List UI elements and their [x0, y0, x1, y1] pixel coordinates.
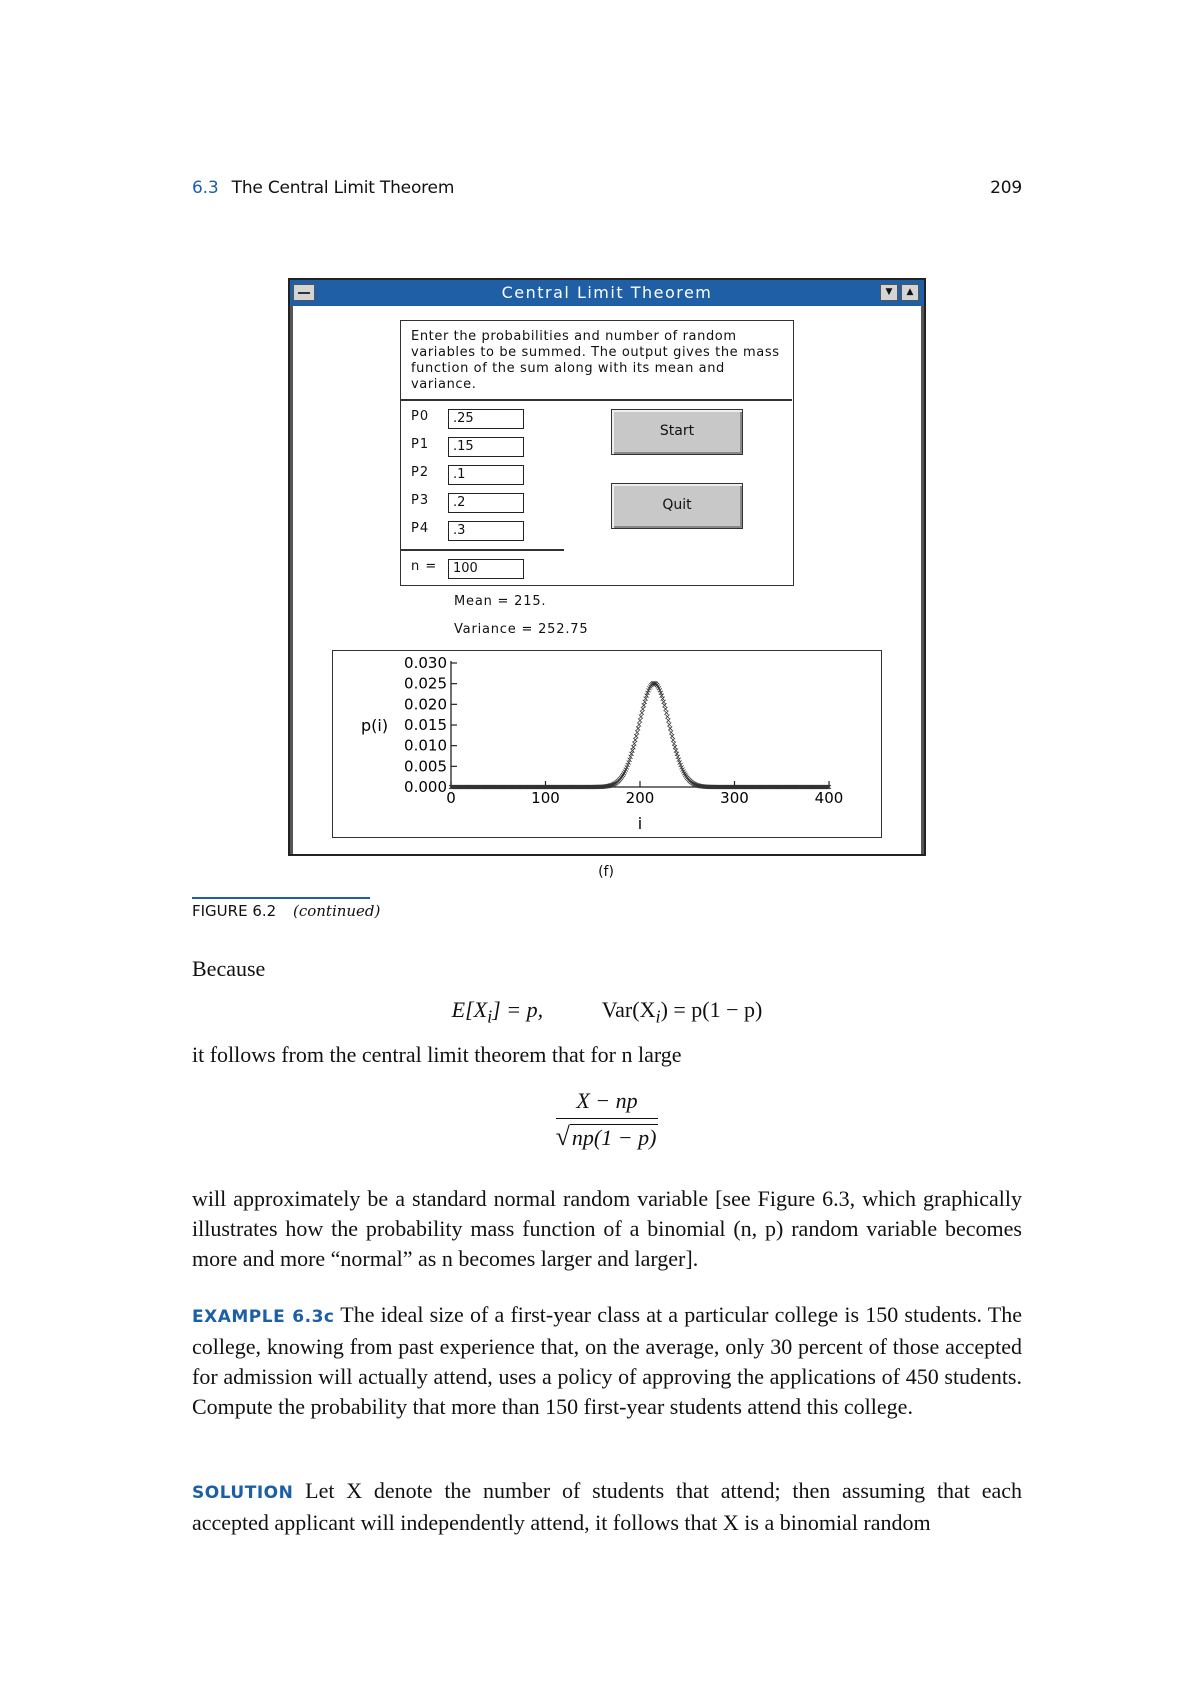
p4-label: P4 [411, 521, 430, 536]
n-label: n = [411, 559, 438, 574]
because-text: Because [192, 956, 266, 981]
eq-sub: i [487, 1006, 493, 1027]
figure-rule [192, 897, 370, 899]
x-tick-label: 300 [720, 789, 749, 807]
data-point [641, 707, 645, 711]
solution-label: SOLUTION [192, 1483, 294, 1503]
y-tick-label: 0.010 [404, 736, 447, 755]
frac-numerator: X − np [576, 1088, 638, 1113]
p0-label: P0 [411, 409, 430, 424]
pmf-chart [333, 651, 881, 837]
data-point [643, 700, 647, 704]
data-point [637, 722, 641, 726]
window-frame-right [921, 306, 924, 854]
example-text: The ideal size of a first-year class at a particular college is 150 students. The college, knowing from past experience that, on the average, only 30 percent of those accepted for admission will actually attend, uses a policy of approving the applications of 450 students. Compute the probability that more than 150 first-year students attend this college. [192, 1302, 1023, 1419]
start-button[interactable]: Start [611, 409, 743, 455]
maximize-button[interactable]: ▲ [901, 284, 919, 301]
eq-part: Var(X [601, 997, 656, 1022]
y-tick-label: 0.030 [404, 654, 447, 672]
eq-part: ] = p, [492, 997, 544, 1022]
window-title: Central Limit Theorem [501, 283, 713, 302]
eq-part: E[X [451, 997, 488, 1022]
p3-input[interactable]: .2 [448, 493, 524, 513]
example-paragraph [192, 1300, 1022, 1422]
equation-standardized [192, 1088, 1022, 1152]
data-point [666, 719, 670, 723]
sqrt-icon: √ [555, 1122, 570, 1151]
divider [401, 549, 564, 551]
x-tick-label: 200 [625, 789, 655, 807]
data-point [670, 734, 674, 738]
p0-input[interactable]: .25 [448, 409, 524, 429]
quit-button[interactable]: Quit [611, 483, 743, 529]
minimize-button[interactable]: ▼ [880, 284, 898, 301]
eq-part: ) = p(1 − p) [660, 997, 763, 1022]
data-point [634, 734, 638, 738]
data-point [632, 742, 636, 746]
data-point [639, 715, 643, 719]
figure-caption [192, 902, 380, 920]
section-number: 6.3 [192, 178, 219, 198]
figure-note: (continued) [292, 902, 381, 920]
data-point [636, 726, 640, 730]
instructions-text: Enter the probabilities and number of random variables to be summed. The output gives the mass function of the sum along with its mean and variance. [411, 329, 780, 392]
data-point [635, 730, 639, 734]
p1-input[interactable]: .15 [448, 437, 524, 457]
running-header [192, 178, 1022, 202]
x-tick-label: 0 [446, 789, 456, 807]
y-tick-label: 0.015 [404, 716, 447, 734]
n-input[interactable]: 100 [448, 559, 524, 579]
x-axis-label: i [637, 814, 643, 833]
paragraph-normal: will approximately be a standard normal random variable [see Figure 6.3, which graphically illustrates how the probability mass function of a binomial (n, p) random variable becomes more and more “normal” as n becomes larger and larger]. [192, 1186, 1022, 1271]
data-point [642, 703, 646, 707]
example-label: EXAMPLE 6.3c [192, 1307, 335, 1327]
window-frame-left [290, 306, 293, 854]
x-tick-label: 100 [531, 789, 560, 807]
data-point [640, 711, 644, 715]
p3-label: P3 [411, 493, 430, 508]
pmf-plot [332, 650, 882, 838]
data-point [638, 719, 642, 723]
data-point [668, 726, 672, 730]
y-tick-label: 0.005 [404, 757, 447, 776]
data-point [664, 711, 668, 715]
data-point [665, 715, 669, 719]
data-point [673, 745, 677, 749]
frac-denominator: np(1 − p) [571, 1125, 657, 1150]
y-tick-label: 0.000 [404, 778, 447, 796]
solution-paragraph [192, 1476, 1022, 1538]
p2-label: P2 [411, 465, 430, 480]
equation-expectation [192, 997, 1022, 1027]
data-point [661, 697, 665, 701]
data-point [662, 700, 666, 704]
data-point [630, 749, 634, 753]
page-number: 209 [990, 178, 1022, 198]
p2-input[interactable]: .1 [448, 465, 524, 485]
p4-input[interactable]: .3 [448, 521, 524, 541]
data-point [633, 738, 637, 742]
p1-label: P1 [411, 437, 430, 452]
eq-sub: i [655, 1006, 661, 1027]
data-point [664, 707, 668, 711]
input-panel [400, 320, 794, 586]
divider [401, 399, 792, 401]
data-point [669, 730, 673, 734]
x-tick-label: 400 [814, 789, 844, 807]
fraction [556, 1088, 659, 1152]
data-point [629, 752, 633, 756]
data-point [631, 745, 635, 749]
data-point [675, 752, 679, 756]
y-tick-label: 0.025 [404, 674, 447, 693]
data-point [671, 738, 675, 742]
data-point [674, 749, 678, 753]
mean-readout: Mean = 215. [454, 594, 547, 609]
data-point [663, 703, 667, 707]
title-bar[interactable] [290, 280, 924, 306]
subfigure-caption: (f) [598, 864, 614, 880]
figure-label: FIGURE 6.2 [192, 902, 277, 920]
data-point [644, 697, 648, 701]
y-tick-label: 0.020 [404, 695, 447, 714]
data-point [672, 742, 676, 746]
data-point [667, 722, 671, 726]
variance-readout: Variance = 252.75 [454, 622, 589, 637]
y-axis-label: p(i) [361, 716, 389, 735]
section-title: The Central Limit Theorem [231, 178, 455, 198]
solution-text: Let X denote the number of students that attend; then assuming that each accepted applicant will independently attend, it follows that X is a binomial random [192, 1478, 1023, 1535]
follows-text: it follows from the central limit theorem that for n large [192, 1042, 682, 1067]
